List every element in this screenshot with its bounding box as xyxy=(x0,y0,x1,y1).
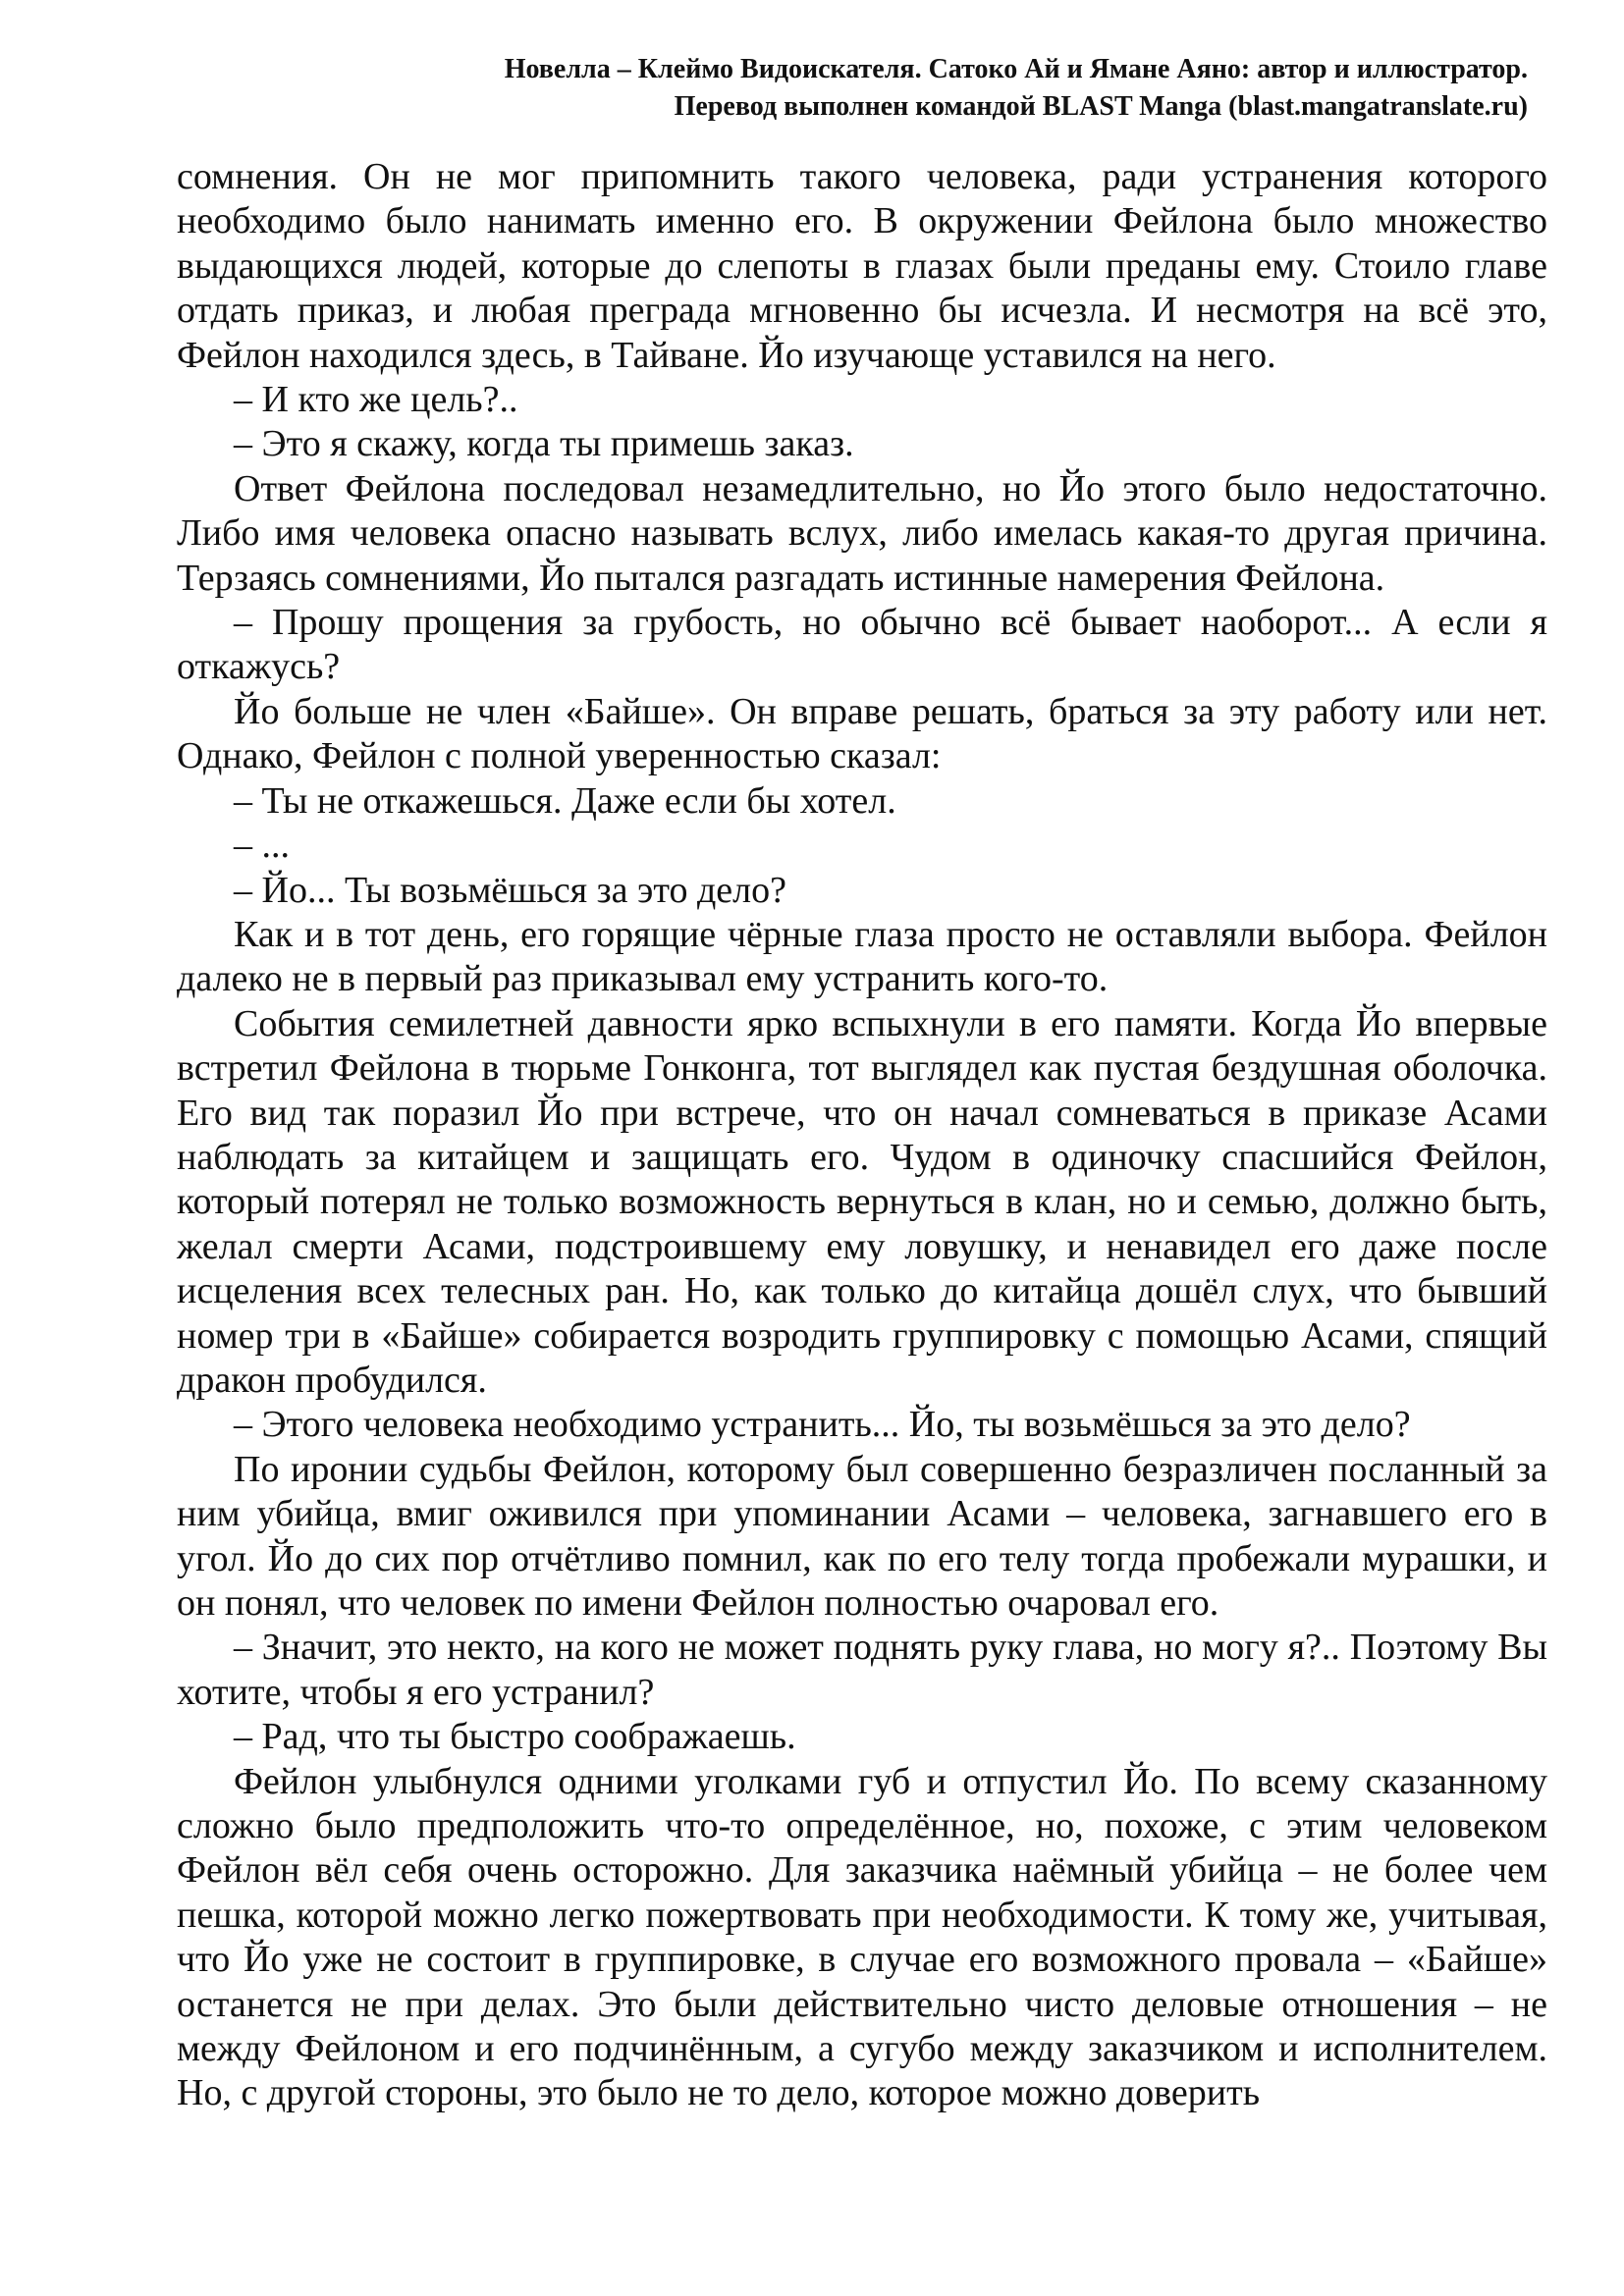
paragraph: Фейлон улыбнулся одними уголками губ и отпустил Йо. По всему сказанному сложно было предположить что-то определённое, но, похоже, с этим человеком Фейлон вёл себя очень осторожно. Для заказчика наёмный убийца – не более чем пешка, которой можно легко пожертвовать при необходимости. К тому же, учитывая, что Йо уже не состоит в группировке, в случае его возможного провала – «Байше» останется не при делах. Это были действительно чисто деловые отношения – не между Фейлоном и его подчинённым, а сугубо между заказчиком и исполнителем. Но, с другой стороны, это было не то дело, которое можно доверить xyxy=(177,1760,1547,2114)
body-text xyxy=(177,155,1547,2116)
paragraph: – Йо... Ты возьмёшься за это дело? xyxy=(234,869,786,911)
paragraph: – ... xyxy=(234,825,290,867)
paragraph: – Рад, что ты быстро соображаешь. xyxy=(234,1716,796,1758)
paragraph: сомнения. Он не мог припомнить такого человека, ради устранения которого необходимо было нанимать именно его. В окружении Фейлона было множество выдающихся людей, которые до слепоты в глазах были преданы ему. Стоило главе отдать приказ, и любая преграда мгновенно бы исчезла. И несмотря на всё это, Фейлон находился здесь, в Тайване. Йо изучающе уставился на него. xyxy=(177,156,1547,376)
paragraph: – Значит, это некто, на кого не может поднять руку глава, но могу я?.. Поэтому Вы хотите, чтобы я его устранил? xyxy=(177,1627,1547,1713)
page-header xyxy=(505,51,1528,126)
paragraph: – Ты не откажешься. Даже если бы хотел. xyxy=(234,779,896,822)
paragraph: События семилетней давности ярко вспыхнули в его памяти. Когда Йо впервые встретил Фейлона в тюрьме Гонконга, тот выглядел как пустая бездушная оболочка. Его вид так поразил Йо при встрече, что он начал сомневаться в приказе Асами наблюдать за китайцем и защищать его. Чудом в одиночку спасшийся Фейлон, который потерял не только возможность вернуться в клан, но и семью, должно быть, желал смерти Асами, подстроившему ему ловушку, и ненавидел его даже после исцеления всех телесных ран. Но, как только до китайца дошёл слух, что бывший номер три в «Байше» собирается возродить группировку с помощью Асами, спящий дракон пробудился. xyxy=(177,1002,1547,1401)
paragraph: – И кто же цель?.. xyxy=(234,379,518,421)
paragraph: Йо больше не член «Байше». Он вправе решать, браться за эту работу или нет. Однако, Фейлон с полной уверенностью сказал: xyxy=(177,690,1547,777)
header-line-2: Перевод выполнен командой BLAST Manga (blast.mangatranslate.ru) xyxy=(674,91,1528,122)
header-line-1: Новелла – Клеймо Видоискателя. Сатоко Ай и Ямане Аяно: автор и иллюстратор. xyxy=(504,54,1528,84)
paragraph: – Это я скажу, когда ты примешь заказ. xyxy=(234,423,854,465)
paragraph: Ответ Фейлона последовал незамедлительно, но Йо этого было недостаточно. Либо имя человека опасно называть вслух, либо имелась какая-то другая причина. Терзаясь сомнениями, Йо пытался разгадать истинные намерения Фейлона. xyxy=(177,467,1547,599)
paragraph: Как и в тот день, его горящие чёрные глаза просто не оставляли выбора. Фейлон далеко не в первый раз приказывал ему устранить кого-то. xyxy=(177,913,1547,1000)
paragraph: По иронии судьбы Фейлон, которому был совершенно безразличен посланный за ним убийца, вмиг оживился при упоминании Асами – человека, загнавшего его в угол. Йо до сих пор отчётливо помнил, как по его телу тогда пробежали мурашки, и он понял, что человек по имени Фейлон полностью очаровал его. xyxy=(177,1448,1547,1624)
paragraph: – Этого человека необходимо устранить... Йо, ты возьмёшься за это дело? xyxy=(234,1404,1411,1446)
paragraph: – Прошу прощения за грубость, но обычно всё бывает наоборот... А если я откажусь? xyxy=(177,602,1547,688)
